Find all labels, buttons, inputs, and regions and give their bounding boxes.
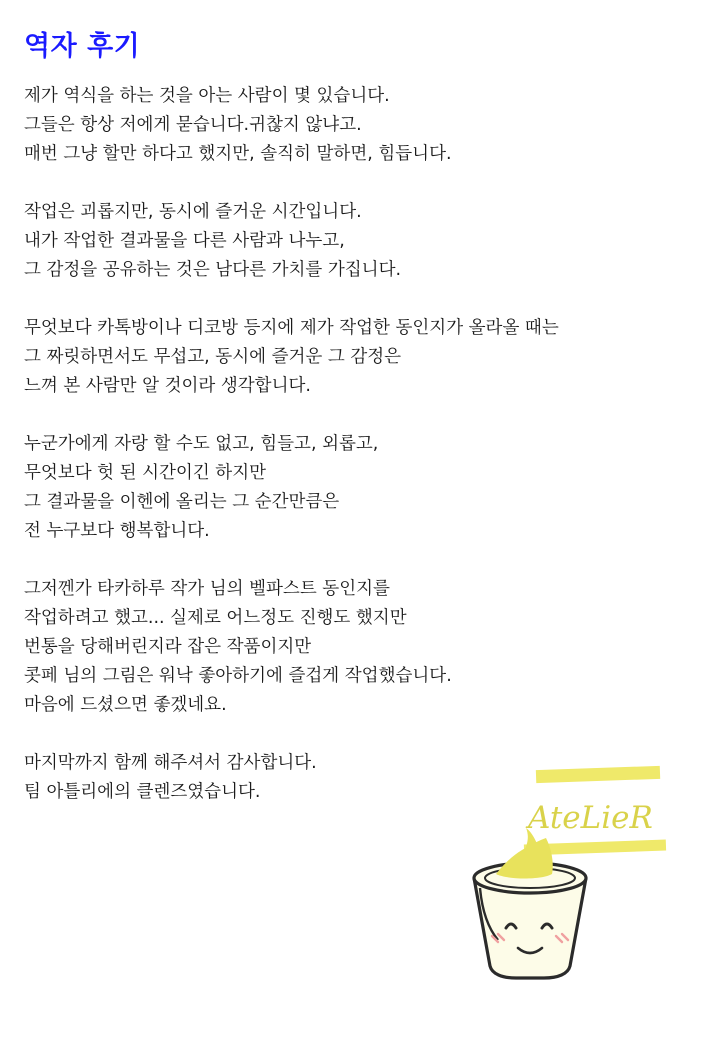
text-line: 무엇보다 카톡방이나 디코방 등지에 제가 작업한 동인지가 올라올 때는 xyxy=(24,318,559,338)
text-line: 마음에 드셨으면 좋겠네요. xyxy=(24,695,227,715)
text-line: 그 결과물을 이헨에 올리는 그 순간만큼은 xyxy=(24,492,340,512)
page-title: 역자 후기 xyxy=(24,31,141,62)
text-line: 내가 작업한 결과물을 다른 사람과 나누고, xyxy=(24,231,345,251)
text-line: 그 감정을 공유하는 것은 남다른 가치를 가집니다. xyxy=(24,260,402,280)
paragraph-2 xyxy=(24,198,714,285)
text-line: 매번 그냥 할만 하다고 했지만, 솔직히 말하면, 힘듭니다. xyxy=(24,144,452,164)
text-line: 콧페 님의 그림은 워낙 좋아하기에 즐겁게 작업했습니다. xyxy=(24,666,452,686)
paragraph-4 xyxy=(24,430,714,546)
text-line: 그들은 항상 저에게 묻습니다.귀찮지 않냐고. xyxy=(24,115,362,135)
text-line: 전 누구보다 행복합니다. xyxy=(24,521,210,541)
paragraph-3 xyxy=(24,314,714,401)
paragraph-5 xyxy=(24,575,714,720)
paragraph-1 xyxy=(24,82,714,169)
text-line: 그 짜릿하면서도 무섭고, 동시에 즐거운 그 감정은 xyxy=(24,347,402,367)
text-line: 작업은 괴롭지만, 동시에 즐거운 시간입니다. xyxy=(24,202,362,222)
text-line: 누군가에게 자랑 할 수도 없고, 힘들고, 외롭고, xyxy=(24,434,379,454)
text-line: 그저껜가 타카하루 작가 님의 벨파스트 동인지를 xyxy=(24,579,390,599)
atelier-mascot-illustration xyxy=(448,760,708,990)
text-line: 무엇보다 헛 된 시간이긴 하지만 xyxy=(24,463,267,483)
bucket-paint-icon xyxy=(496,838,553,879)
text-line: 작업하려고 했고... 실제로 어느정도 진행도 했지만 xyxy=(24,608,407,628)
text-line: 마지막까지 함께 해주셔서 감사합니다. xyxy=(24,753,317,773)
afterword-body xyxy=(24,82,714,807)
text-line: 팀 아틀리에의 클렌즈였습니다. xyxy=(24,782,261,802)
atelier-logo-text: AteLieR xyxy=(528,800,653,836)
text-line: 제가 역식을 하는 것을 아는 사람이 몇 있습니다. xyxy=(24,86,390,106)
text-line: 번통을 당해버린지라 잡은 작품이지만 xyxy=(24,637,312,657)
text-line: 느껴 본 사람만 알 것이라 생각합니다. xyxy=(24,376,311,396)
